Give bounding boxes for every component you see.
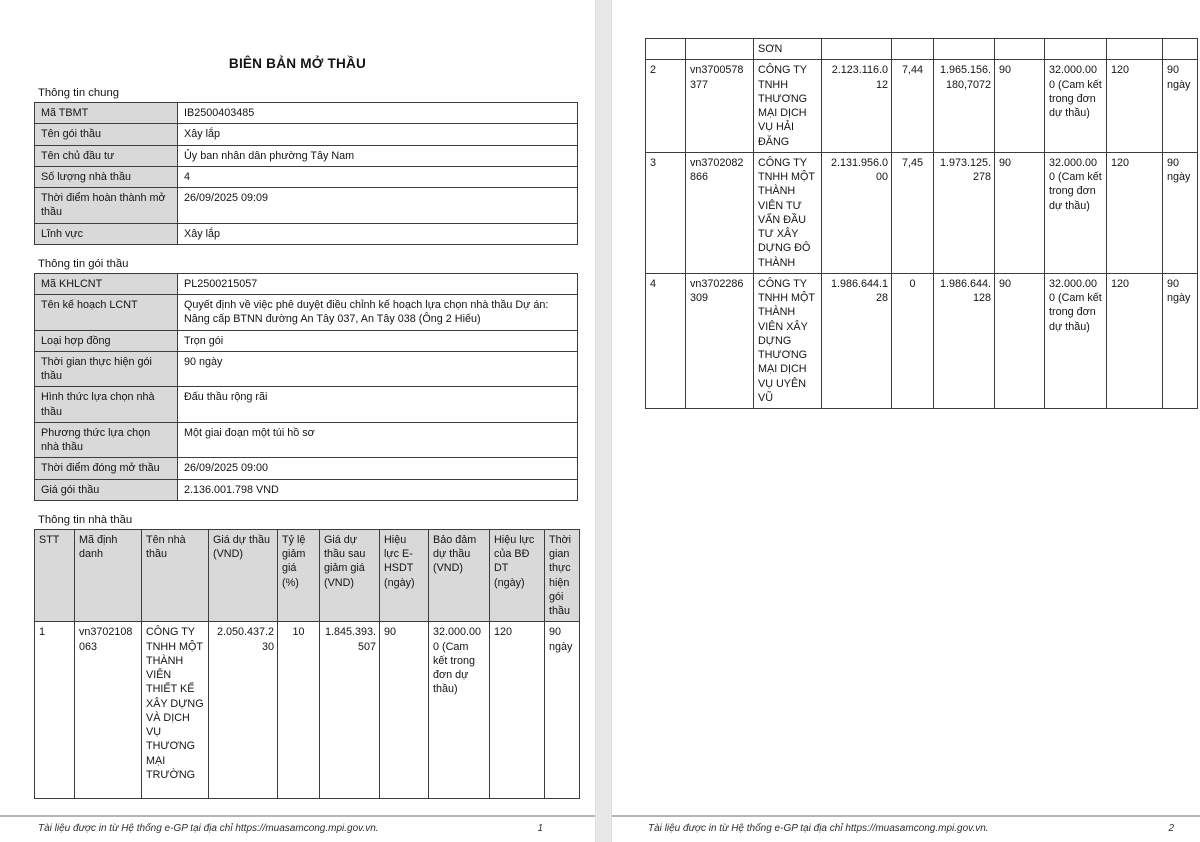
bidder-name-cell: CÔNG TY TNHH THƯƠNG MẠI DỊCH VỤ HẢI ĐĂNG: [754, 60, 822, 153]
bidder-row: [35, 622, 580, 799]
bidder-stt-cell: 2: [646, 60, 686, 153]
table-row: [35, 188, 578, 224]
section-heading-general-info: Thông tin chung: [38, 87, 120, 99]
column-header-id: Mã định danh: [75, 529, 142, 622]
table-row: [35, 458, 578, 479]
bidder-row: [646, 152, 1198, 273]
table-row: [35, 124, 578, 145]
bidder-stt-cell: 4: [646, 273, 686, 408]
info-label-cell: Phương thức lựa chọn nhà thầu: [35, 422, 178, 458]
table-row: [35, 387, 578, 423]
info-value-cell: Quyết định về việc phê duyệt điều chỉnh kế hoạch lựa chọn nhà thầu Dự án: Nâng cấp BTNN đường An Tây 037, An Tây 038 (Ông 2 Hiếu): [178, 295, 578, 331]
empty-cell: [1163, 39, 1198, 60]
bidder-name-cell: CÔNG TY TNHH MỘT THÀNH VIÊN THIẾT KẾ XÂY DỰNG VÀ DỊCH VỤ THƯƠNG MẠI TRƯỜNG: [142, 622, 209, 799]
package-info-table: [34, 273, 578, 501]
empty-cell: [892, 39, 934, 60]
column-header-discount: Tỷ lệ giảm giá (%): [278, 529, 320, 622]
bidder-price-cell: 2.123.116.012: [822, 60, 892, 153]
table-row: [35, 330, 578, 351]
info-label-cell: Thời điểm đóng mở thầu: [35, 458, 178, 479]
bidder-name-continuation-cell: SƠN: [754, 39, 822, 60]
page-number: 1: [537, 823, 543, 834]
bidder-id-cell: vn3702286309: [686, 273, 754, 408]
general-info-table: [34, 102, 578, 245]
bidder-bid-security-cell: 32.000.000 (Cam kết trong đơn dự thầu): [1045, 152, 1107, 273]
info-value-cell: PL2500215057: [178, 273, 578, 294]
info-value-cell: IB2500403485: [178, 103, 578, 124]
bidder-validity-cell: 90: [995, 152, 1045, 273]
info-label-cell: Thời điểm hoàn thành mở thầu: [35, 188, 178, 224]
info-value-cell: Đấu thầu rộng rãi: [178, 387, 578, 423]
info-label-cell: Mã KHLCNT: [35, 273, 178, 294]
empty-cell: [934, 39, 995, 60]
table-row: [35, 103, 578, 124]
info-label-cell: Mã TBMT: [35, 103, 178, 124]
table-row: [35, 273, 578, 294]
bidder-name-cell: CÔNG TY TNHH MỘT THÀNH VIÊN XÂY DỰNG THƯƠNG MẠI DỊCH VỤ UYÊN VŨ: [754, 273, 822, 408]
bidders-header-row: [35, 529, 580, 622]
bidders-table-page1: [34, 529, 580, 800]
bidder-duration-cell: 90 ngày: [1163, 152, 1198, 273]
info-value-cell: 4: [178, 166, 578, 187]
info-value-cell: 26/09/2025 09:00: [178, 458, 578, 479]
table-row: [35, 166, 578, 187]
bidder-validity-cell: 90: [995, 273, 1045, 408]
bidder-duration-cell: 90 ngày: [1163, 273, 1198, 408]
page-title: BIÊN BẢN MỞ THẦU: [228, 56, 367, 71]
section-heading-bidders: Thông tin nhà thầu: [38, 513, 133, 526]
column-header-duration: Thời gian thực hiện gói thầu: [545, 529, 580, 622]
bidder-row: [646, 60, 1198, 153]
document-page-1: [0, 0, 595, 842]
info-label-cell: Tên kế hoạch LCNT: [35, 295, 178, 331]
column-header-bid-security: Bảo đảm dự thầu (VND): [429, 529, 490, 622]
bidder-discount-cell: 7,45: [892, 152, 934, 273]
footer-source-text: Tài liệu được in từ Hệ thống e-GP tại địa chỉ https://muasamcong.mpi.gov.vn.: [38, 823, 379, 834]
section-heading-package-info: Thông tin gói thầu: [38, 257, 129, 270]
page-number: 2: [1168, 823, 1174, 834]
bidder-price-cell: 1.986.644.128: [822, 273, 892, 408]
info-label-cell: Tên chủ đầu tư: [35, 145, 178, 166]
bidder-discount-cell: 10: [278, 622, 320, 799]
empty-cell: [1107, 39, 1163, 60]
bidder-security-validity-cell: 120: [1107, 60, 1163, 153]
info-label-cell: Tên gói thầu: [35, 124, 178, 145]
bidder-price-after-cell: 1.965.156.180,7072: [934, 60, 995, 153]
bidder-name-cell: CÔNG TY TNHH MỘT THÀNH VIÊN TƯ VẤN ĐẦU TƯ XÂY DỰNG ĐÔ THÀNH: [754, 152, 822, 273]
info-label-cell: Hình thức lựa chọn nhà thầu: [35, 387, 178, 423]
bidder-validity-cell: 90: [380, 622, 429, 799]
empty-cell: [995, 39, 1045, 60]
info-value-cell: Trọn gói: [178, 330, 578, 351]
bidder-security-validity-cell: 120: [1107, 152, 1163, 273]
bidder-security-validity-cell: 120: [490, 622, 545, 799]
bidder-bid-security-cell: 32.000.000 (Cam kết trong đơn dự thầu): [1045, 60, 1107, 153]
info-label-cell: Loại hợp đồng: [35, 330, 178, 351]
empty-cell: [686, 39, 754, 60]
bidder-duration-cell: 90 ngày: [545, 622, 580, 799]
bidder-discount-cell: 0: [892, 273, 934, 408]
table-row: [35, 145, 578, 166]
bidder-row: [646, 273, 1198, 408]
info-label-cell: Số lượng nhà thầu: [35, 166, 178, 187]
bidders-table-page2: [645, 38, 1198, 409]
table-row: [35, 295, 578, 331]
bidder-validity-cell: 90: [995, 60, 1045, 153]
bidder-price-cell: 2.131.956.000: [822, 152, 892, 273]
bidder-id-cell: vn3702082866: [686, 152, 754, 273]
table-row: [35, 351, 578, 387]
bidder-discount-cell: 7,44: [892, 60, 934, 153]
column-header-validity: Hiệu lực E-HSDT (ngày): [380, 529, 429, 622]
bidder-id-cell: vn3700578377: [686, 60, 754, 153]
info-value-cell: Một giai đoạn một túi hồ sơ: [178, 422, 578, 458]
bidder-stt-cell: 1: [35, 622, 75, 799]
page1-footer: [0, 815, 595, 834]
info-value-cell: Ủy ban nhân dân phường Tây Nam: [178, 145, 578, 166]
bidder-price-cell: 2.050.437.230: [209, 622, 278, 799]
page2-footer: [612, 815, 1200, 834]
empty-cell: [822, 39, 892, 60]
info-label-cell: Giá gói thầu: [35, 479, 178, 500]
bidder-duration-cell: 90 ngày: [1163, 60, 1198, 153]
column-header-name: Tên nhà thầu: [142, 529, 209, 622]
bidder-security-validity-cell: 120: [1107, 273, 1163, 408]
info-value-cell: Xây lắp: [178, 223, 578, 244]
info-value-cell: 26/09/2025 09:09: [178, 188, 578, 224]
table-row: [35, 223, 578, 244]
page-separator: [595, 0, 612, 842]
bidder-price-after-cell: 1.845.393.507: [320, 622, 380, 799]
bidder-bid-security-cell: 32.000.000 (Cam kết trong đơn dự thầu): [429, 622, 490, 799]
column-header-security-validity: Hiệu lực của BĐ DT (ngày): [490, 529, 545, 622]
info-label-cell: Lĩnh vực: [35, 223, 178, 244]
info-value-cell: 2.136.001.798 VND: [178, 479, 578, 500]
table-row: [35, 422, 578, 458]
column-header-price: Giá dự thầu (VND): [209, 529, 278, 622]
column-header-stt: STT: [35, 529, 75, 622]
table-row: [35, 479, 578, 500]
info-value-cell: Xây lắp: [178, 124, 578, 145]
bidder-row-continuation: [646, 39, 1198, 60]
bidder-price-after-cell: 1.986.644.128: [934, 273, 995, 408]
empty-cell: [646, 39, 686, 60]
footer-source-text: Tài liệu được in từ Hệ thống e-GP tại địa chỉ https://muasamcong.mpi.gov.vn.: [648, 823, 989, 834]
bidder-bid-security-cell: 32.000.000 (Cam kết trong đơn dự thầu): [1045, 273, 1107, 408]
bidder-stt-cell: 3: [646, 152, 686, 273]
bidder-id-cell: vn3702108063: [75, 622, 142, 799]
bidder-price-after-cell: 1.973.125.278: [934, 152, 995, 273]
empty-cell: [1045, 39, 1107, 60]
column-header-price-after: Giá dự thầu sau giảm giá (VND): [320, 529, 380, 622]
info-label-cell: Thời gian thực hiện gói thầu: [35, 351, 178, 387]
info-value-cell: 90 ngày: [178, 351, 578, 387]
document-page-2: [612, 0, 1200, 842]
